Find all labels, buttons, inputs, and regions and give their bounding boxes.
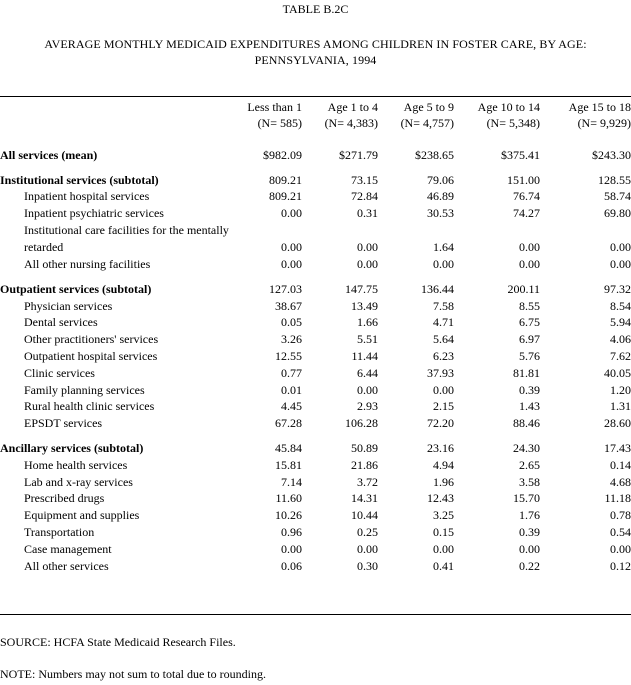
value-cell: 37.93: [427, 365, 454, 380]
row-label: Dental services: [24, 315, 98, 330]
value-cell: 2.65: [519, 457, 540, 472]
value-cell: 0.00: [519, 240, 540, 255]
table-row: [0, 558, 631, 575]
value-cell: 74.27: [513, 206, 540, 221]
table-row: [0, 440, 631, 457]
table-row: [0, 415, 631, 432]
row-label: All other nursing facilities: [24, 257, 151, 272]
row-label: Prescribed drugs: [24, 491, 105, 506]
value-cell: 8.55: [519, 298, 540, 313]
value-cell: 0.00: [281, 541, 302, 556]
value-cell: 1.76: [519, 508, 540, 523]
value-cell: $243.30: [592, 147, 631, 162]
value-cell: 6.75: [519, 315, 540, 330]
value-cell: 0.41: [433, 558, 454, 573]
title-line-1: AVERAGE MONTHLY MEDICAID EXPENDITURES AMONG CHILDREN IN FOSTER CARE, BY AGE:: [44, 37, 587, 51]
value-cell: 38.67: [275, 298, 302, 313]
value-cell: 46.89: [427, 189, 454, 204]
value-cell: 73.15: [351, 172, 378, 187]
value-cell: 809.21: [269, 189, 302, 204]
value-cell: 136.44: [421, 281, 454, 296]
row-label: Home health services: [24, 457, 128, 472]
value-cell: 0.30: [357, 558, 378, 573]
value-cell: 1.20: [610, 382, 631, 397]
value-cell: $375.41: [501, 147, 540, 162]
row-label: Inpatient psychiatric services: [24, 206, 164, 221]
value-cell: 5.64: [433, 332, 454, 347]
value-cell: 88.46: [513, 416, 540, 431]
value-cell: 0.15: [433, 525, 454, 540]
value-cell: 17.43: [604, 441, 631, 456]
value-cell: 45.84: [275, 441, 302, 456]
value-cell: 2.15: [433, 399, 454, 414]
row-label: Other practitioners' services: [24, 332, 159, 347]
value-cell: 6.44: [357, 365, 378, 380]
value-cell: 0.00: [281, 257, 302, 272]
row-label: Outpatient hospital services: [24, 349, 158, 364]
value-cell: 0.00: [433, 541, 454, 556]
value-cell: 15.81: [275, 457, 302, 472]
value-cell: 3.26: [281, 332, 302, 347]
value-cell: 1.64: [433, 240, 454, 255]
value-cell: 0.00: [357, 541, 378, 556]
value-cell: 0.12: [610, 558, 631, 573]
value-cell: 0.14: [610, 457, 631, 472]
row-label: Transportation: [24, 525, 95, 540]
value-cell: 10.44: [351, 508, 378, 523]
table-row: [0, 399, 631, 416]
value-cell: 0.00: [281, 240, 302, 255]
value-cell: 1.43: [519, 399, 540, 414]
value-cell: $271.79: [339, 147, 378, 162]
rounding-note: NOTE: Numbers may not sum to total due to rounding.: [0, 667, 266, 681]
value-cell: 0.31: [357, 206, 378, 221]
table-row: [0, 222, 631, 256]
column-header: Age 10 to 14 (N= 5,348): [477, 100, 540, 130]
value-cell: 79.06: [427, 172, 454, 187]
table-row: [0, 205, 631, 222]
table-row: [0, 457, 631, 474]
value-cell: 76.74: [513, 189, 540, 204]
value-cell: 4.94: [433, 457, 454, 472]
value-cell: 50.89: [351, 441, 378, 456]
value-cell: 11.18: [604, 491, 631, 506]
value-cell: 200.11: [507, 281, 540, 296]
row-label: Clinic services: [24, 365, 95, 380]
value-cell: 14.31: [351, 491, 378, 506]
value-cell: 0.00: [357, 382, 378, 397]
title-line-2: PENNSYLVANIA, 1994: [254, 53, 377, 67]
source-note: SOURCE: HCFA State Medicaid Research Files.: [0, 635, 236, 649]
row-label: EPSDT services: [24, 416, 103, 431]
table-title: [0, 36, 631, 68]
value-cell: 151.00: [507, 172, 540, 187]
table-row: [0, 382, 631, 399]
row-label: Rural health clinic services: [24, 399, 155, 414]
row-label: Physician services: [24, 298, 113, 313]
value-cell: 13.49: [351, 298, 378, 313]
value-cell: 72.20: [427, 416, 454, 431]
value-cell: 24.30: [513, 441, 540, 456]
value-cell: 97.32: [604, 281, 631, 296]
row-label: Lab and x-ray services: [24, 474, 133, 489]
value-cell: 127.03: [269, 281, 302, 296]
row-label: Institutional care facilities for the mentally retarded: [24, 223, 229, 255]
value-cell: 28.60: [604, 416, 631, 431]
table-row: [0, 348, 631, 365]
value-cell: 0.06: [281, 558, 302, 573]
value-cell: 6.97: [519, 332, 540, 347]
value-cell: 0.25: [357, 525, 378, 540]
value-cell: 5.94: [610, 315, 631, 330]
value-cell: 12.55: [275, 349, 302, 364]
column-header: Age 15 to 18 (N= 9,929): [568, 100, 631, 130]
value-cell: 21.86: [351, 457, 378, 472]
table-row: [0, 331, 631, 348]
value-cell: $982.09: [263, 147, 302, 162]
column-header: Age 1 to 4 (N= 4,383): [324, 100, 378, 130]
table-row: [0, 507, 631, 524]
value-cell: 72.84: [351, 189, 378, 204]
row-label: Family planning services: [24, 382, 145, 397]
value-cell: 69.80: [604, 206, 631, 221]
value-cell: 40.05: [604, 365, 631, 380]
value-cell: 3.72: [357, 474, 378, 489]
value-cell: 7.14: [281, 474, 302, 489]
value-cell: 7.58: [433, 298, 454, 313]
expenditure-table: [0, 99, 631, 575]
value-cell: 0.39: [519, 525, 540, 540]
value-cell: 0.22: [519, 558, 540, 573]
value-cell: 0.96: [281, 525, 302, 540]
value-cell: 0.39: [519, 382, 540, 397]
row-label: Institutional services (subtotal): [0, 172, 159, 187]
value-cell: 0.00: [357, 257, 378, 272]
row-label: Equipment and supplies: [24, 508, 140, 523]
value-cell: 4.45: [281, 399, 302, 414]
value-cell: 58.74: [604, 189, 631, 204]
row-label: All services (mean): [0, 147, 98, 162]
table-row: [0, 491, 631, 508]
value-cell: 0.00: [610, 541, 631, 556]
value-cell: 5.51: [357, 332, 378, 347]
value-cell: 0.54: [610, 525, 631, 540]
value-cell: 11.44: [351, 349, 378, 364]
table-row: [0, 541, 631, 558]
value-cell: 67.28: [275, 416, 302, 431]
value-cell: 2.93: [357, 399, 378, 414]
header-blank: [0, 99, 233, 139]
table-row: [0, 281, 631, 298]
value-cell: 1.31: [610, 399, 631, 414]
value-cell: 1.96: [433, 474, 454, 489]
column-header: Age 5 to 9 (N= 4,757): [400, 100, 454, 130]
value-cell: 0.00: [519, 541, 540, 556]
value-cell: 1.66: [357, 315, 378, 330]
value-cell: 3.25: [433, 508, 454, 523]
table-row: [0, 298, 631, 315]
value-cell: 0.00: [519, 257, 540, 272]
row-label: Ancillary services (subtotal): [0, 441, 144, 456]
header-row: [0, 99, 631, 139]
column-header: Less than 1 (N= 585): [247, 100, 302, 130]
value-cell: 0.00: [433, 257, 454, 272]
row-label: Inpatient hospital services: [24, 189, 150, 204]
row-label: All other services: [24, 558, 109, 573]
table-row: [0, 365, 631, 382]
table-row: [0, 147, 631, 164]
value-cell: 30.53: [427, 206, 454, 221]
value-cell: 5.76: [519, 349, 540, 364]
value-cell: 10.26: [275, 508, 302, 523]
value-cell: 0.77: [281, 365, 302, 380]
value-cell: 4.71: [433, 315, 454, 330]
value-cell: 8.54: [610, 298, 631, 313]
value-cell: 23.16: [427, 441, 454, 456]
table-row: [0, 474, 631, 491]
value-cell: $238.65: [415, 147, 454, 162]
table-row: [0, 524, 631, 541]
value-cell: 0.01: [281, 382, 302, 397]
row-label: Outpatient services (subtotal): [0, 281, 152, 296]
value-cell: 106.28: [345, 416, 378, 431]
value-cell: 128.55: [598, 172, 631, 187]
value-cell: 15.70: [513, 491, 540, 506]
value-cell: 4.06: [610, 332, 631, 347]
table-label: TABLE B.2C: [282, 2, 349, 16]
value-cell: 7.62: [610, 349, 631, 364]
value-cell: 809.21: [269, 172, 302, 187]
value-cell: 81.81: [513, 365, 540, 380]
value-cell: 3.58: [519, 474, 540, 489]
value-cell: 0.78: [610, 508, 631, 523]
row-label: Case management: [24, 541, 112, 556]
value-cell: 0.00: [281, 206, 302, 221]
value-cell: 11.60: [275, 491, 302, 506]
value-cell: 147.75: [345, 281, 378, 296]
value-cell: 6.23: [433, 349, 454, 364]
table-row: [0, 315, 631, 332]
top-rule: [0, 96, 631, 97]
value-cell: 0.00: [610, 240, 631, 255]
bottom-rule: [0, 614, 631, 615]
table-row: [0, 189, 631, 206]
value-cell: 0.00: [357, 240, 378, 255]
table-row: [0, 256, 631, 273]
value-cell: 0.05: [281, 315, 302, 330]
value-cell: 4.68: [610, 474, 631, 489]
table-row: [0, 172, 631, 189]
value-cell: 0.00: [433, 382, 454, 397]
value-cell: 12.43: [427, 491, 454, 506]
value-cell: 0.00: [610, 257, 631, 272]
